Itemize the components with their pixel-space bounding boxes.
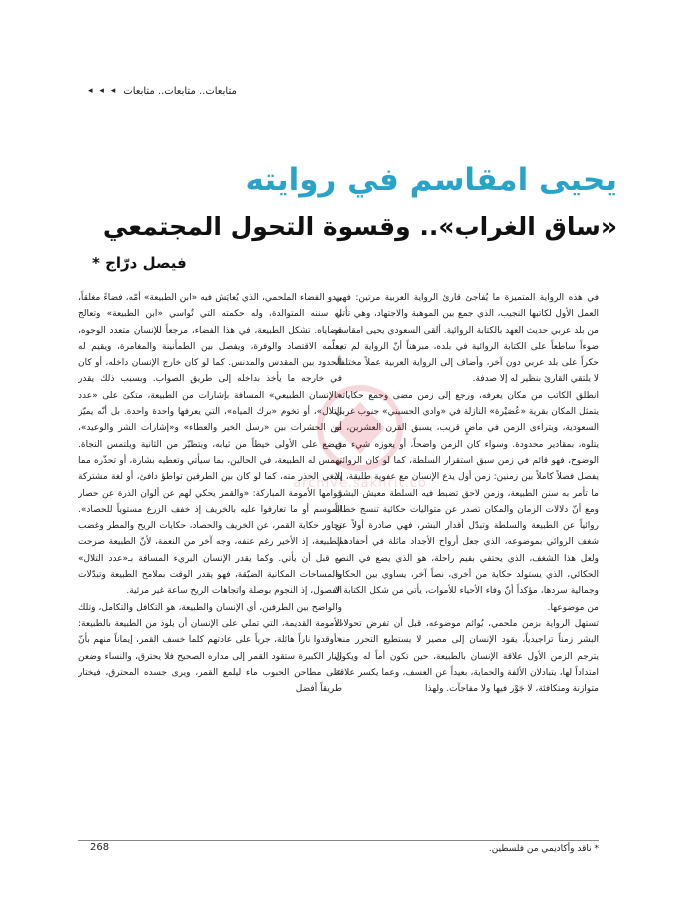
paragraph: انطلق الكاتب من مكان يعرفه، ورجع إلى زمن مضى وجمع حكاياته. يتمثل المكان بقرية «عُصَيْرة» النازلة في «وادي الحسيني» جنوب غربي السعودية، ويتراءى الزمن في ماضٍ قريب، يسبق القرن العشرين، أو يتلوه، بمقادير محدودة. وسواء كان الزمن واضحاً، أو يعوزه شيء من الوضوح، فهو قائم في زمن سبق استقرار السلطة، كما لو كان الروائي يفصل فصلاً كاملاً بين زمنين: زمن أول يدع الإنسان مع عفوية طليقة، إلا ما تأمر به سنن الطبيعة، وزمن لاحق تضبط فيه السلطة معيش البشر. ومع أنّ دلالات الزمان والمكان تصدر عن متواليات حكائية تنسج خطاباً روائياً عن الطبيعة والسلطة وتبدّل أقدار البشر، فهي صادرة أولاً عن شغف الروائي بموضوعه، الذي جعل أرواح الأجداد ماثلة في أحفادهم. ولعل هذا الشغف، الذي يحتفي بقيم راحلة، هو الذي يضع في النص الحكائي، الذي يستولد حكاية من أخرى، نصاً آخر، يساوي بين الحكاية وجمالية سردها، مؤكداً أنّ وفاء الأحياء للأموات، يأتي من شكل الكتابة لا من موضوعها.	[335, 390, 599, 613]
article-subtitle: «ساق الغراب».. وقسوة التحول المجتمعي	[102, 212, 617, 241]
watermark-text: archive.sakhrit.co	[293, 476, 427, 491]
article-author: فيصل درّاج *	[92, 254, 187, 272]
section-header	[88, 80, 268, 102]
triangle-arrows-icon: ◂ ◂ ◂	[88, 86, 118, 96]
author-footnote: * ناقد وأكاديمي من فلسطين.	[488, 844, 599, 854]
paragraph: تستهل الرواية بزمن ملحمي، يُوائم موضوعه، قبل أن تفرض تحولات البشر زمناً تراجيدياً، يقود الإنسان إلى مصير لا يستطيع التحرر منه. يترجم الزمن الأول علاقة الإنسان بالطبيعة، حين تكون أماً له ويكون امتداداً لها، يتبادلان الألفة والحماية، بعيداً عن العسف، وعما يكسر علاقة متوازنة ومتكافئة، لا جَوْر فيها ولا مفاجآت. ولهذا	[335, 618, 599, 695]
footer-divider	[78, 840, 599, 841]
paragraph: يبدو الفضاء الملحمي، الذي يُعايَش فيه «ابن الطبيعة» أمّه، فضاءً مغلقاً، له سننه المتوالدة، وله حكمته التي تُواسي «ابن الطبيعة» وتعالج قضاياه. تشكل الطبيعة، في هذا الفضاء، مرجعاً للإنسان متعدد الوجوه، يعلّمه الاقتصاد والوفرة، ويفصل بين الطمأنينة والمغامرة، ويقيم له الحدود بين المقدس والمدنس. كما لو كان خارج الإنسان داخله، أو كان في خارجه ما يأخذ بداخله إلى طريق الصواب. وبسبب ذلك يقدر «الإنسان الطبيعي» المسافة بإشارات من الطبيعة، متكئ على «عدد التلال»، أو تخوم «برك المياه»، التي يعرفها واحدة واحدة. بل أنّه يميّز من الحشرات بين «رسل الخير والعطاء» و«إشارات الشر والوعيد»، فيضع على الأولى خيطاً من ثيابه، ويتطيّر من الثانية ويلتمس النجاة. تهمس له الطبيعة، في الحالين، بما سيأتي وتعطيه بشارة، أو تحذّره مما ينبغي الحذر منه، كما لو كان بين الطرفين تواطؤ دافئ، أو لغة مشتركة قوامها الأمومة المباركة: «والقمر يحكي لهم عن ألوان الذرة عن حصار الموسم أو ما تعارفوا عليه بالخريف إذ خفف الزرع مستوياً للحصاد». تجاور حكاية القمر، عن الخريف والحصاد، حكايات الريح والمطر وغضب الطبيعة، إذ الأخير رغم عنفه، وجه آخر من النعمة، لأنّ الطبيعة صرحت به قبل أن يأتي. وكما يقدر الإنسان البريء المسافة بـ«عدد التلال» والمساحات المكانية الضيّقة، فهو يقدر الوقت بملامح الطبيعة وتبدّلات الفصول، إذ النجوم بوصلة واتجاهات الريح ساعة غير مرئية.	[78, 293, 342, 597]
paragraph: والواضح بين الطرفين، أي الإنسان والطبيعة، هو التكافل والتكامل، وتلك الأمومة القديمة، التي تملي على الإنسان أن يلوذ من الطبيعة بالطبيعة: «أوقدوا ناراً هائلة، جرياً على عادتهم كلما خسف القمر، إيماناً منهم بأنّ النار الكبيرة ستقود القمر إلى مداره الصحيح فلا يحترق، والنساء وضعن على مطاحن الحبوب ماء ليلمع القمر، ويرى جسده المحترق، فيختار طريقاً أفضل	[78, 602, 342, 695]
column-left	[78, 290, 342, 838]
page-number: 268	[90, 842, 110, 853]
paragraph: في هذه الرواية المتميزة ما يُفاجئ قارئ الرواية العربية مرتين: فهي العمل الأول لكاتبها النجيب، الذي جمع بين الموهبة والاجتهاد، وهي تأتي من بلد عربي حديث العهد بالكتابة الروائية. ألقى السعودي يحيى امقاسم ضوءاً ساطعاً على الكتابة الروائية في بلده، مبرهناً أنّ الرواية لم تعد حكراً على بلد عربي دون آخر، وأضاف إلى الرواية العربية عملاً مختلفاً، لا يلتقي القارئ بنظير له إلا صدفة.	[335, 293, 599, 385]
article-title: يحيى امقاسم في روايته	[245, 162, 617, 198]
section-label: متابعات.. متابعات.. متابعات	[123, 85, 237, 97]
column-right	[335, 290, 599, 838]
